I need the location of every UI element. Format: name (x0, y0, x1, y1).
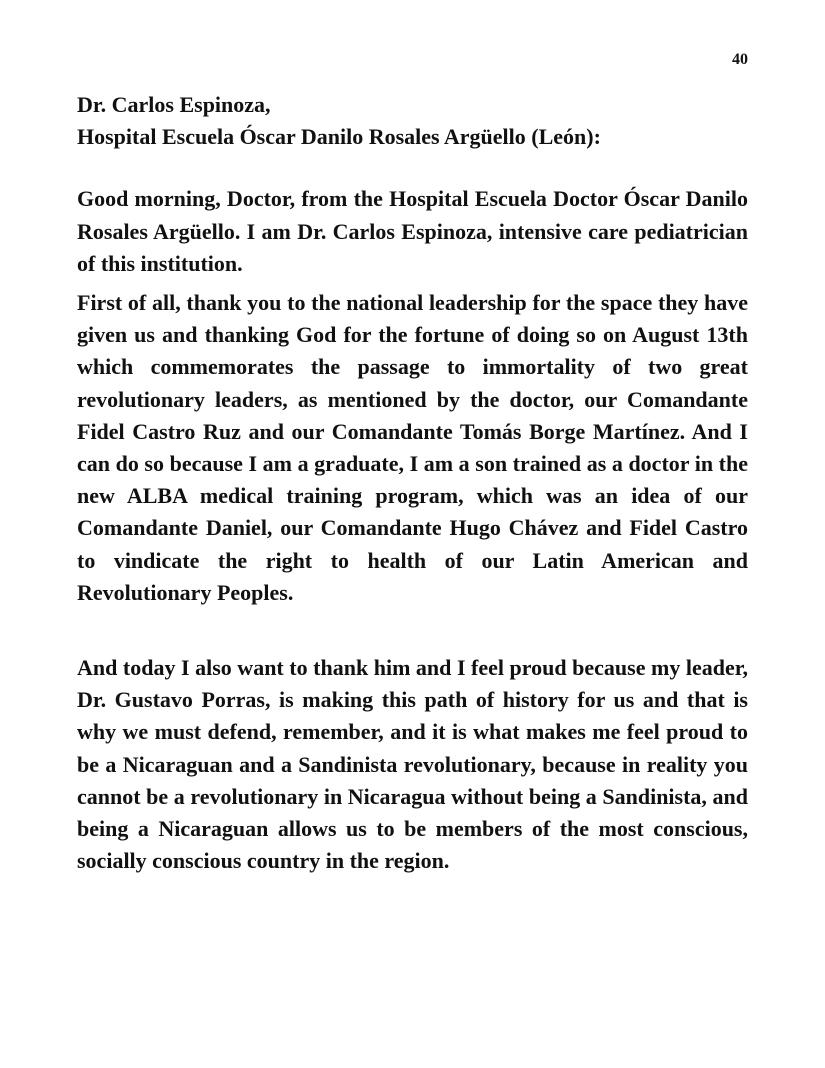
speaker-name: Dr. Carlos Espinoza, (77, 92, 271, 117)
paragraph-pride: And today I also want to thank him and I feel proud because my leader, Dr. Gustavo Porras, is making this path of history for us and that is why we must defend, remember, and it is what makes me feel proud to be a Nicaraguan and a Sandinista revolutionary, because in reality you cannot be a revolutionary in Nicaragua without being a Sandinista, and being a Nicaraguan allows us to be members of the most conscious, socially conscious country in the region. (77, 655, 748, 874)
paragraph-greeting: Good morning, Doctor, from the Hospital Escuela Doctor Óscar Danilo Rosales Argüello. I am Dr. Carlos Espinoza, intensive care pediatrician of this institution. (77, 186, 748, 276)
paragraph-thanks: First of all, thank you to the national leadership for the space they have given us and thanking God for the fortune of doing so on August 13th which commemorates the passage to immortality of two great revolutionary leaders, as mentioned by the doctor, our Comandante Fidel Castro Ruz and our Comandante Tomás Borge Martínez. And I can do so because I am a graduate, I am a son trained as a doctor in the new ALBA medical training program, which was an idea of our Comandante Daniel, our Comandante Hugo Chávez and Fidel Castro to vindicate the right to health of our Latin American and Revolutionary Peoples. (77, 290, 748, 605)
document-body (77, 89, 748, 877)
page-number: 40 (732, 51, 748, 68)
speaker-institution: Hospital Escuela Óscar Danilo Rosales Argüello (León): (77, 124, 601, 150)
